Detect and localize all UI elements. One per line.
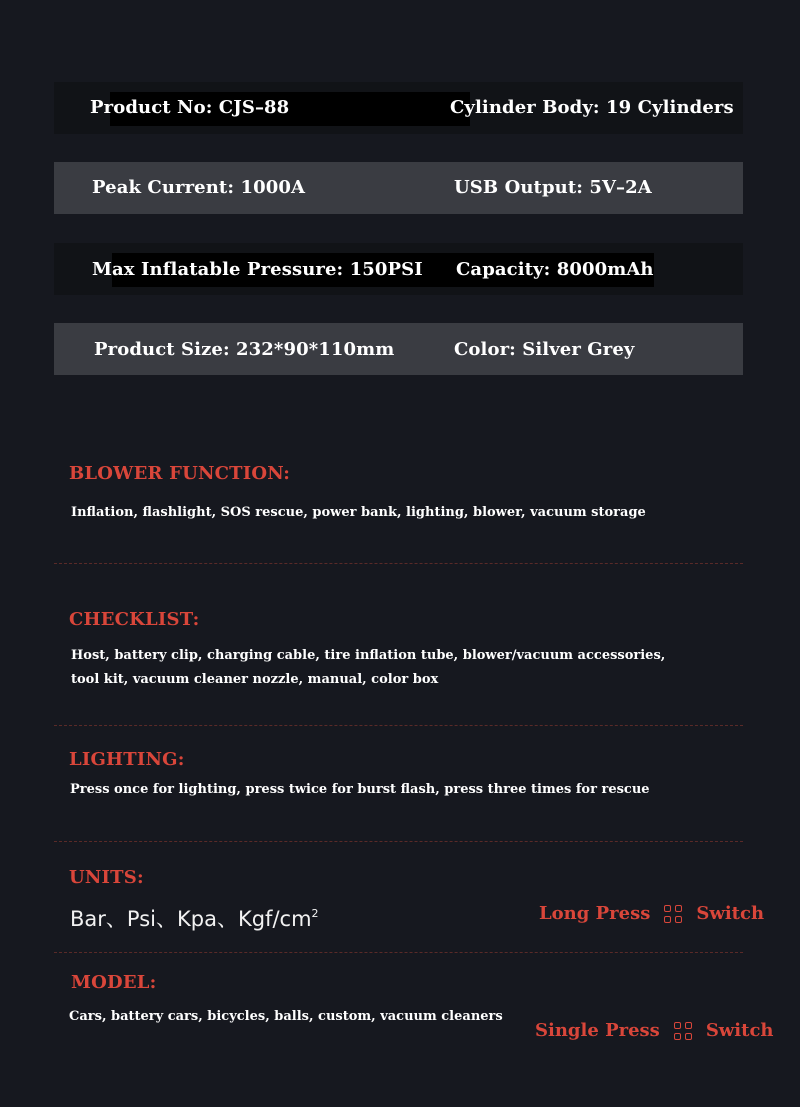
switch-label: Switch bbox=[696, 903, 765, 924]
blower-function-title: BLOWER FUNCTION: bbox=[69, 463, 291, 484]
spec-row-peak-current bbox=[54, 162, 743, 214]
single-press-label: Single Press bbox=[535, 1020, 660, 1041]
long-press-switch bbox=[539, 903, 764, 924]
spec-usb-output: USB Output: 5V–2A bbox=[454, 177, 652, 198]
lighting-title: LIGHTING: bbox=[69, 749, 185, 770]
checklist-title: CHECKLIST: bbox=[69, 609, 200, 630]
checklist-text-line1: Host, battery clip, charging cable, tire inflation tube, blower/vacuum accessories, bbox=[71, 648, 666, 663]
units-title: UNITS: bbox=[69, 867, 144, 888]
spec-color: Color: Silver Grey bbox=[454, 339, 635, 360]
model-title: MODEL: bbox=[71, 972, 157, 993]
spec-product-size: Product Size: 232*90*110mm bbox=[94, 339, 395, 360]
spec-cylinder-body: Cylinder Body: 19 Cylinders bbox=[450, 97, 734, 118]
spec-peak-current: Peak Current: 1000A bbox=[92, 177, 306, 198]
spec-max-pressure: Max Inflatable Pressure: 150PSI bbox=[92, 259, 423, 280]
single-press-switch bbox=[535, 1020, 774, 1041]
checklist-text-line2: tool kit, vacuum cleaner nozzle, manual, color box bbox=[71, 672, 439, 687]
section-divider bbox=[54, 725, 743, 726]
four-dot-button-icon bbox=[674, 1022, 692, 1040]
long-press-label: Long Press bbox=[539, 903, 651, 924]
units-list bbox=[70, 903, 319, 933]
four-dot-button-icon bbox=[664, 905, 682, 923]
units-superscript: 2 bbox=[311, 907, 319, 920]
section-divider bbox=[54, 952, 743, 953]
switch-label: Switch bbox=[705, 1020, 774, 1041]
spec-capacity: Capacity: 8000mAh bbox=[456, 259, 654, 280]
spec-row-pressure bbox=[54, 243, 743, 295]
spec-row-product-no bbox=[54, 82, 743, 134]
lighting-text: Press once for lighting, press twice for burst flash, press three times for rescue bbox=[70, 782, 650, 797]
section-divider bbox=[54, 841, 743, 842]
spec-row-product-size bbox=[54, 323, 743, 375]
spec-product-no: Product No: CJS–88 bbox=[90, 97, 290, 118]
units-list-text: Bar、Psi、Kpa、Kgf/cm bbox=[70, 907, 312, 931]
blower-function-text: Inflation, flashlight, SOS rescue, power bank, lighting, blower, vacuum storage bbox=[71, 505, 646, 520]
section-divider bbox=[54, 563, 743, 564]
model-text: Cars, battery cars, bicycles, balls, custom, vacuum cleaners bbox=[69, 1009, 503, 1024]
